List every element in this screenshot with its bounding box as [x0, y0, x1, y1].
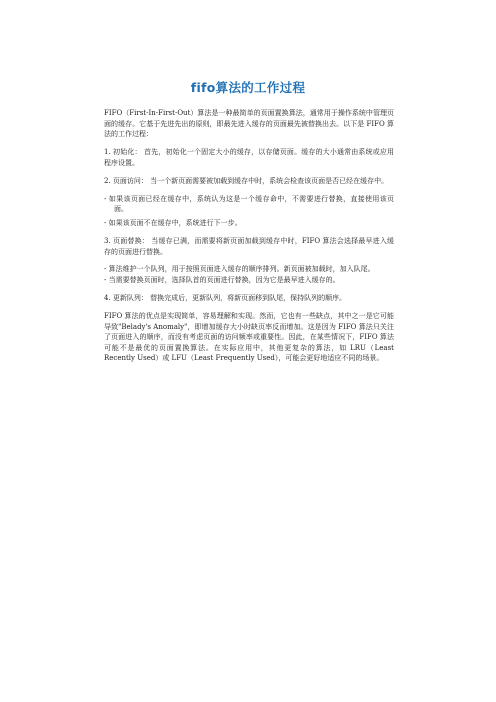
- step-2-paragraph: 2. 页面访问： 当一个新页面需要被加载到缓存中时，系统会检查该页面是否已经在缓存中。: [104, 176, 389, 185]
- page-title: fifo算法的工作过程: [190, 80, 306, 95]
- document-body: [104, 108, 394, 364]
- step-3-paragraph: 3. 页面替换： 当缓存已满，而需要将新页面加载到缓存中时，FIFO 算法会选择最早进入缓存的页面进行替换。: [104, 236, 394, 256]
- step-1-paragraph: 1. 初始化： 首先，初始化一个固定大小的缓存，以存储页面。缓存的大小通常由系统或应用程序设置。: [104, 148, 394, 167]
- list-item: - 当需要替换页面时，选择队首的页面进行替换，因为它是最早进入缓存的。: [104, 276, 340, 285]
- step-4-paragraph: 4. 更新队列： 替换完成后，更新队列，将新页面移到队尾，保持队列的顺序。: [104, 294, 347, 303]
- conclusion-paragraph: FIFO 算法的优点是实现简单，容易理解和实现。然而，它也有一些缺点，其中之一是它可能导致"Belady's Anomaly"，即增加缓存大小时缺页率反而增加。这是因为 FIFO 算法只关注了页面进入的顺序，而没有考虑页面的访问频率或重要性。因此，在某些情况下，FIFO 算法可能不是最优的页面置换算法。在实际应用中，其他更复杂的算法，如 LRU（Least Recently Used）或 LFU（Least Frequently Used），可能会更好地适应不同的场景。: [104, 312, 394, 363]
- step-2-bullet-list: [104, 194, 394, 229]
- list-item: - 如果该页面已经在缓存中，系统认为这是一个缓存命中，不需要进行替换，直接使用该页面。: [104, 194, 394, 214]
- list-item: - 算法维护一个队列，用于按照页面进入缓存的顺序排列。新页面被加载时，加入队尾。: [104, 265, 375, 274]
- step-3-bullet-list: [104, 264, 394, 285]
- list-item: - 如果该页面不在缓存中，系统进行下一步。: [104, 218, 242, 227]
- intro-paragraph: FIFO（First-In-First-Out）算法是一种最简单的页面置换算法，通常用于操作系统中管理页面的缓存。它基于先进先出的原则，即最先进入缓存的页面最先被替换出去。以下是 FIFO 算法的工作过程：: [104, 109, 394, 139]
